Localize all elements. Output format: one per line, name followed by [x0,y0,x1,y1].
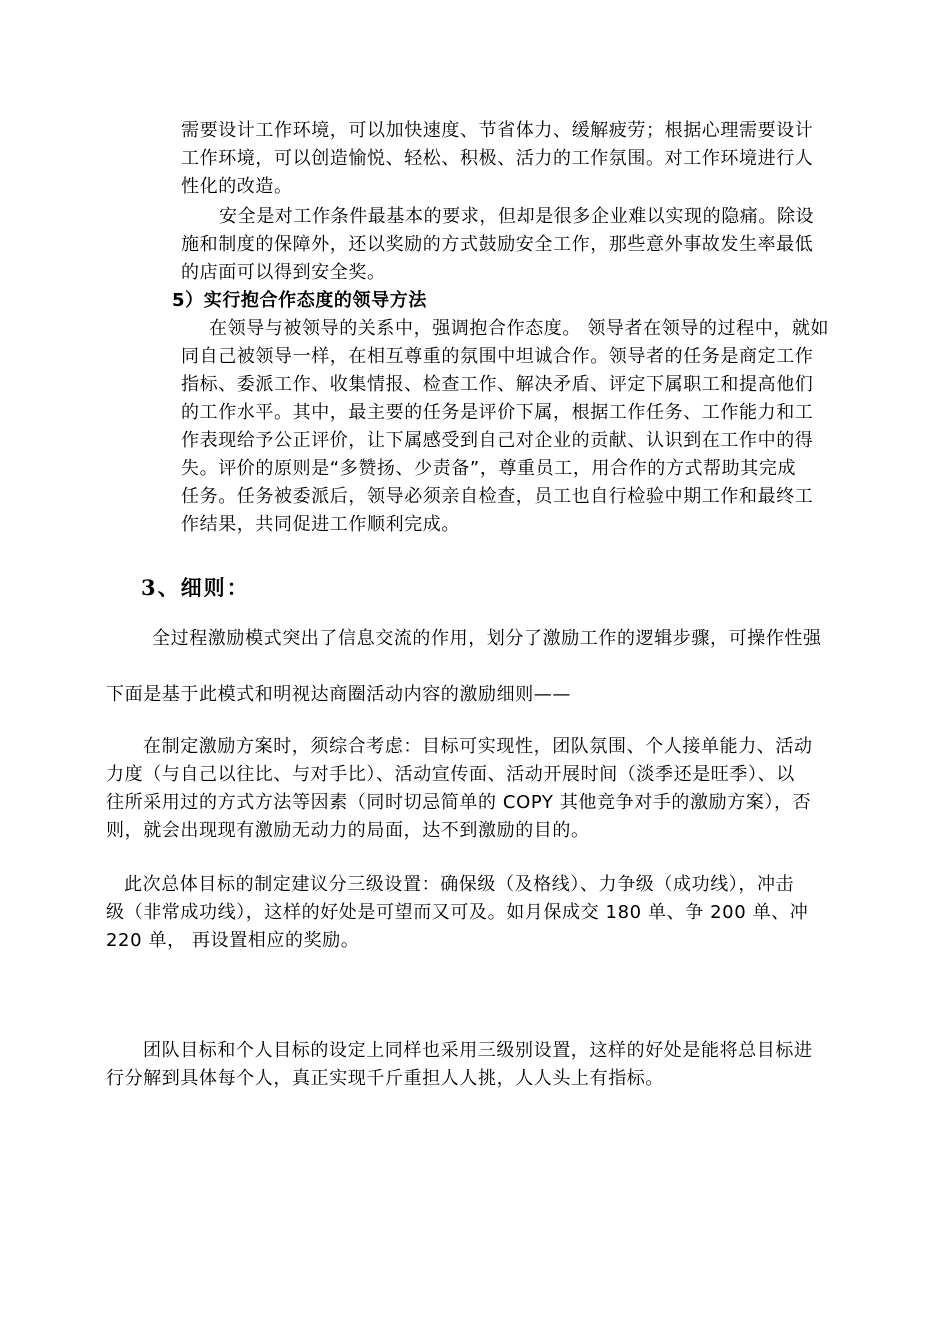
body-text-line: 作表现给予公正评价，让下属感受到自己对企业的贡献、认识到在工作中的得 [181,430,814,451]
section-heading: 3、细则： [141,575,250,600]
subsection-title: 5）实行抱合作态度的领导方法 [172,290,427,311]
body-text-line: 团队目标和个人目标的设定上同样也采用三级别设置，这样的好处是能将总目标进 [143,1040,813,1061]
body-text-line: 在制定激励方案时，须综合考虑：目标可实现性，团队氛围、个人接单能力、活动 [143,736,813,757]
body-text-line: 工作环境，可以创造愉悦、轻松、积极、活力的工作氛围。对工作环境进行人 [181,148,814,169]
body-text-line: 需要设计工作环境，可以加快速度、节省体力、缓解疲劳；根据心理需要设计 [181,120,814,141]
body-text-line: 指标、委派工作、收集情报、检查工作、解决矛盾、评定下属职工和提高他们 [181,374,814,395]
body-text-line: 力度（与自己以往比、与对手比）、活动宣传面、活动开展时间（淡季还是旺季）、以 [106,764,795,785]
body-text-line: 行分解到具体每个人，真正实现千斤重担人人挑，人人头上有指标。 [106,1068,664,1089]
body-text-line: 同自己被领导一样，在相互尊重的氛围中坦诚合作。领导者的任务是商定工作 [181,346,814,367]
body-text-line: 下面是基于此模式和明视达商圈活动内容的激励细则—— [106,684,571,705]
body-text-line: 往所采用过的方式方法等因素（同时切忌简单的 COPY 其他竞争对手的激励方案），否 [106,792,812,813]
body-text-line: 任务。任务被委派后，领导必须亲自检查，员工也自行检验中期工作和最终工 [181,486,814,507]
body-text-line: 作结果，共同促进工作顺利完成。 [181,514,460,535]
body-text-line: 的店面可以得到安全奖。 [181,262,386,283]
body-text-line: 失。评价的原则是“多赞扬、少责备”，尊重员工，用合作的方式帮助其完成 [181,458,797,479]
body-text-line: 级（非常成功线），这样的好处是可望而又可及。如月保成交 180 单、争 200 单、冲 [106,902,809,923]
body-text-line: 在领导与被领导的关系中，强调抱合作态度。 领导者在领导的过程中，就如 [209,318,830,339]
body-text-line: 的工作水平。其中，最主要的任务是评价下属，根据工作任务、工作能力和工 [181,402,814,423]
body-text-line: 性化的改造。 [181,176,293,197]
body-text-line: 安全是对工作条件最基本的要求，但却是很多企业难以实现的隐痛。除设 [219,206,815,227]
body-text-line: 施和制度的保障外，还以奖励的方式鼓励安全工作，那些意外事故发生率最低 [181,234,814,255]
body-text-line: 全过程激励模式突出了信息交流的作用，划分了激励工作的逻辑步骤，可操作性强 [152,628,822,649]
body-text-line: 220 单， 再设置相应的奖励。 [106,930,360,951]
body-text-line: 此次总体目标的制定建议分三级设置：确保级（及格线）、力争级（成功线），冲击 [124,874,795,895]
body-text-line: 则，就会出现现有激励无动力的局面，达不到激励的目的。 [106,820,590,841]
